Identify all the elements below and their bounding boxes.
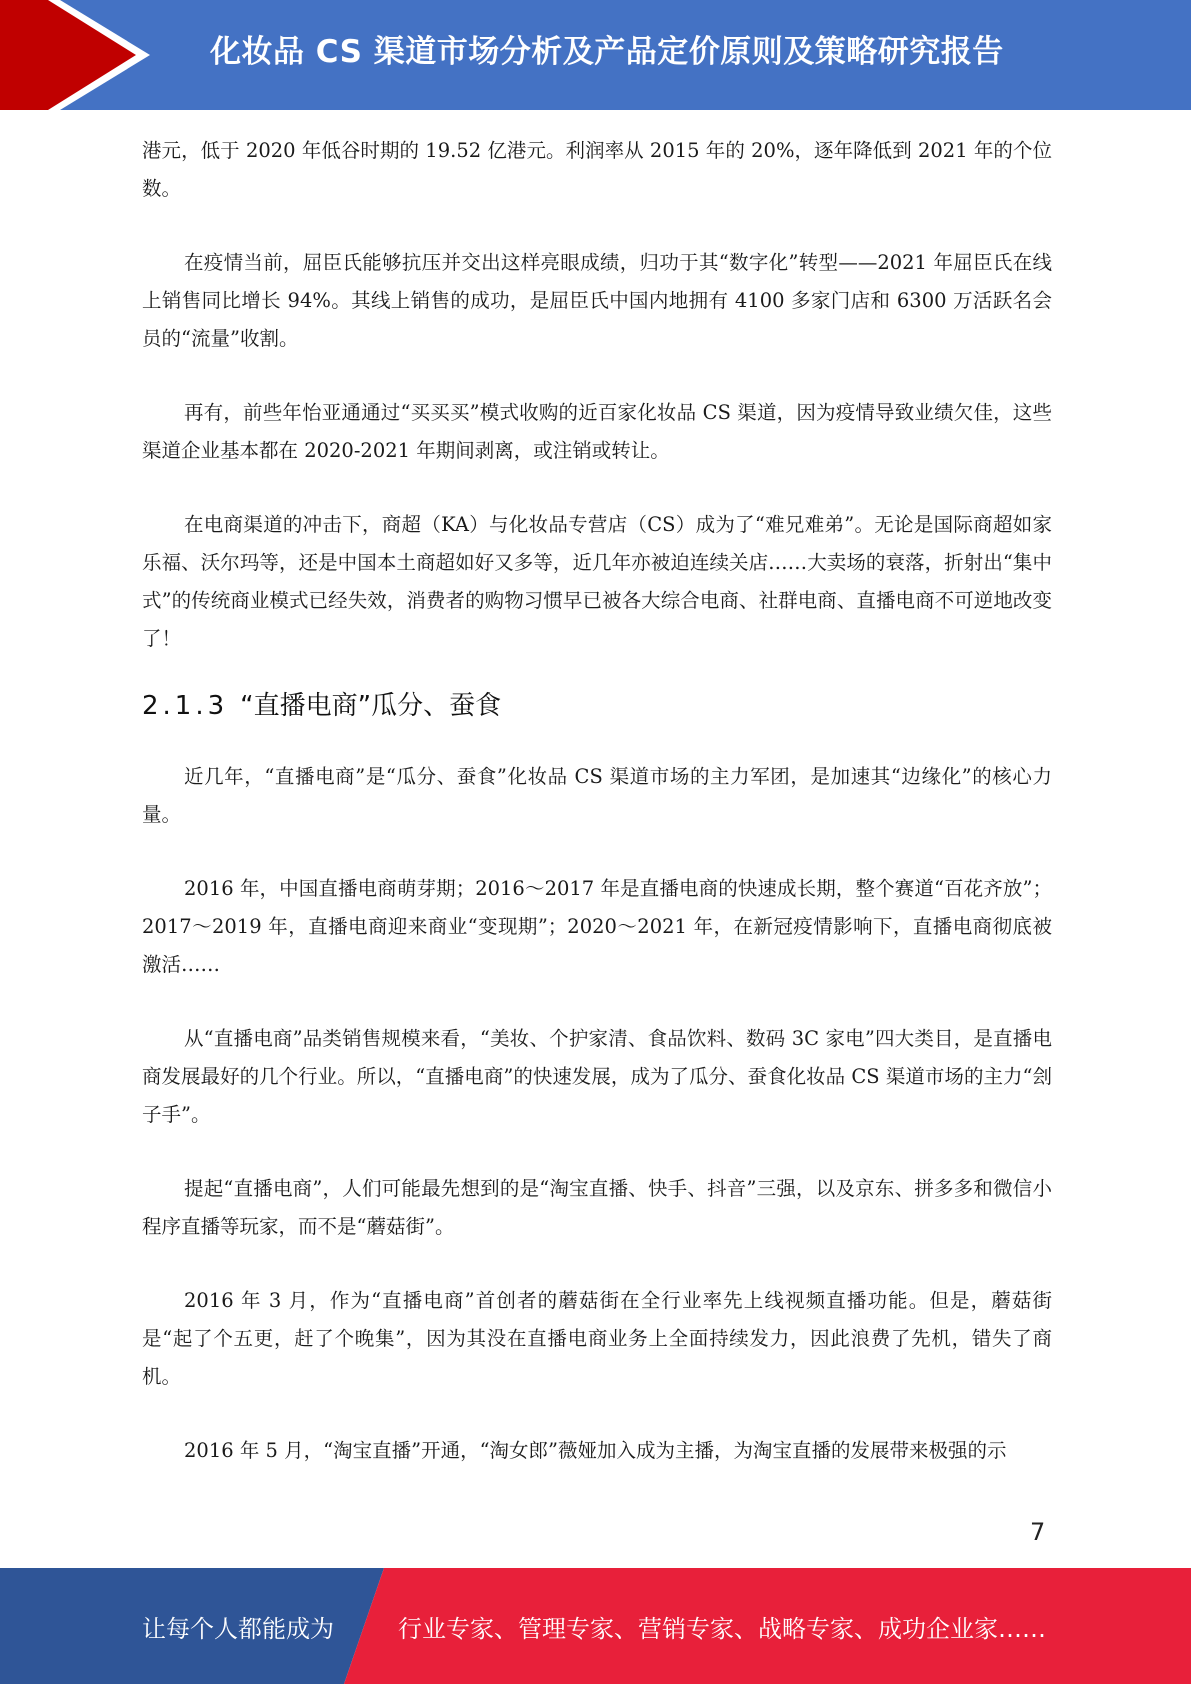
footer-slogan-left: 让每个人都能成为 bbox=[142, 1615, 334, 1643]
section-number: 2.1.3 bbox=[142, 691, 229, 721]
paragraph: 从“直播电商”品类销售规模来看，“美妆、个护家清、食品饮料、数码 3C 家电”四大类目，是直播电商发展最好的几个行业。所以，“直播电商”的快速发展，成为了瓜分、蚕食化妆品 CS 渠道市场的主力“刽子手”。 bbox=[142, 1027, 1052, 1126]
page-number: 7 bbox=[1030, 1518, 1046, 1546]
page-header bbox=[0, 0, 1191, 110]
section-title: “直播电商”瓜分、蚕食 bbox=[240, 691, 502, 721]
paragraph: 近几年，“直播电商”是“瓜分、蚕食”化妆品 CS 渠道市场的主力军团，是加速其“边缘化”的核心力量。 bbox=[142, 765, 1052, 826]
header-chevron-graphic bbox=[0, 0, 160, 110]
paragraph: 2016 年，中国直播电商萌芽期；2016～2017 年是直播电商的快速成长期，整个赛道“百花齐放”；2017～2019 年，直播电商迎来商业“变现期”；2020～2021 年，在新冠疫情影响下，直播电商彻底被激活…… bbox=[142, 877, 1052, 976]
document-body bbox=[142, 132, 1052, 1470]
section-heading bbox=[142, 686, 1052, 726]
paragraph: 2016 年 5 月，“淘宝直播”开通，“淘女郎”薇娅加入成为主播，为淘宝直播的发展带来极强的示 bbox=[184, 1439, 1007, 1462]
paragraph: 在电商渠道的冲击下，商超（KA）与化妆品专营店（CS）成为了“难兄难弟”。无论是国际商超如家乐福、沃尔玛等，还是中国本土商超如好又多等，近几年亦被迫连续关店……大卖场的衰落，折射出“集中式”的传统商业模式已经失效，消费者的购物习惯早已被各大综合电商、社群电商、直播电商不可逆地改变了！ bbox=[142, 513, 1052, 650]
paragraph: 港元，低于 2020 年低谷时期的 19.52 亿港元。利润率从 2015 年的 20%，逐年降低到 2021 年的个位数。 bbox=[142, 139, 1052, 200]
paragraph: 提起“直播电商”，人们可能最先想到的是“淘宝直播、快手、抖音”三强，以及京东、拼多多和微信小程序直播等玩家，而不是“蘑菇街”。 bbox=[142, 1177, 1052, 1238]
document-title: 化妆品 CS 渠道市场分析及产品定价原则及策略研究报告 bbox=[210, 34, 1004, 70]
page-footer bbox=[0, 1568, 1191, 1684]
paragraph: 在疫情当前，屈臣氏能够抗压并交出这样亮眼成绩，归功于其“数字化”转型——2021 年屈臣氏在线上销售同比增长 94%。其线上销售的成功，是屈臣氏中国内地拥有 4100 多家门店和 6300 万活跃名会员的“流量”收割。 bbox=[142, 251, 1052, 350]
paragraph: 再有，前些年怡亚通通过“买买买”模式收购的近百家化妆品 CS 渠道，因为疫情导致业绩欠佳，这些渠道企业基本都在 2020-2021 年期间剥离，或注销或转让。 bbox=[142, 401, 1052, 462]
footer-slogan-right: 行业专家、管理专家、营销专家、战略专家、成功企业家…… bbox=[398, 1615, 1046, 1643]
paragraph: 2016 年 3 月，作为“直播电商”首创者的蘑菇街在全行业率先上线视频直播功能。但是，蘑菇街是“起了个五更，赶了个晚集”，因为其没在直播电商业务上全面持续发力，因此浪费了先机，错失了商机。 bbox=[142, 1289, 1052, 1388]
